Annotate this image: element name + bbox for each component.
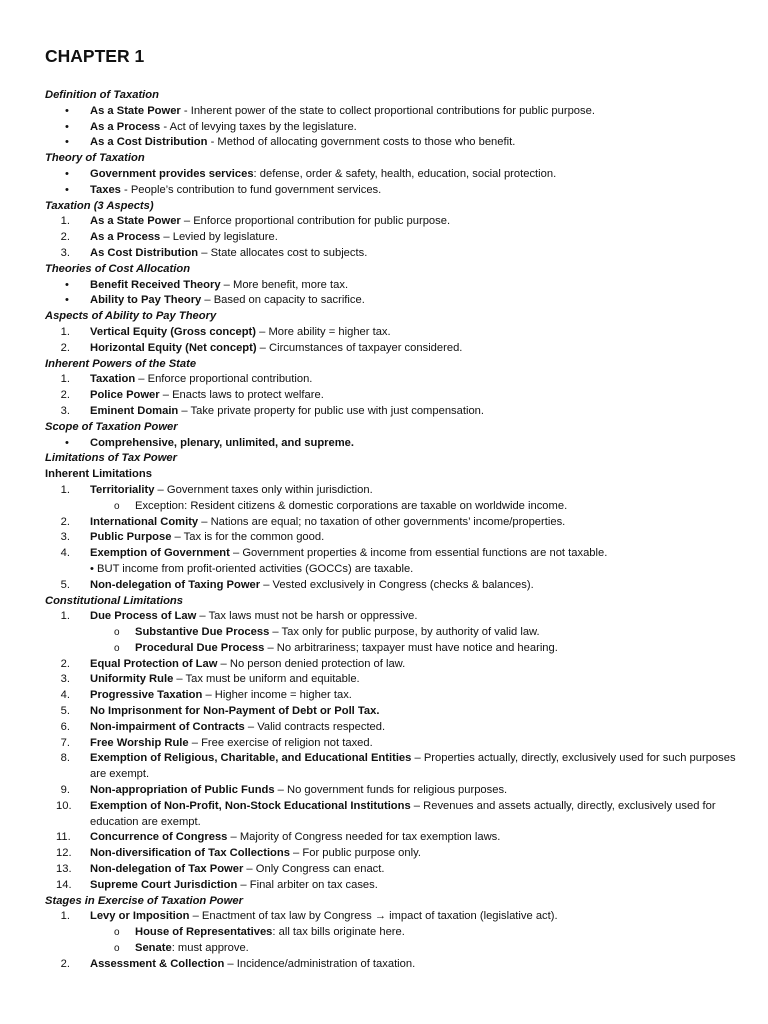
section-heading: Inherent Limitations	[45, 468, 152, 481]
item-description: – Vested exclusively in Congress (checks & balances).	[260, 578, 534, 591]
item-description: – Free exercise of religion not taxed.	[188, 736, 373, 749]
item-term: As a Process	[90, 231, 161, 244]
item-description: – Properties actually, directly, exclusively used for such purposes are exempt.	[90, 752, 736, 781]
item-term: No Imprisonment for Non-Payment of Debt or Poll Tax.	[90, 705, 380, 718]
item-description: – Higher income = higher tax.	[202, 689, 352, 702]
section-heading: Inherent Powers of the State	[45, 357, 197, 370]
bullet-item	[45, 135, 745, 151]
item-number: 5.	[60, 705, 70, 718]
section-heading: Theories of Cost Allocation	[45, 262, 191, 275]
item-term: Police Power	[90, 389, 160, 402]
item-description: – Revenues and assets actually, directly, exclusively used for education are exempt.	[90, 799, 716, 828]
item-term: Ability to Pay Theory	[90, 294, 202, 307]
item-description: – Majority of Congress needed for tax exemption laws.	[227, 831, 501, 844]
numbered-item	[45, 325, 745, 341]
item-description: – Tax laws must not be harsh or oppressive.	[196, 610, 418, 623]
item-term: Territoriality	[90, 483, 155, 496]
bullet-icon: •	[65, 294, 69, 307]
numbered-item	[45, 341, 745, 357]
item-description: : all tax bills originate here.	[272, 926, 405, 939]
bullet-item	[45, 293, 745, 309]
item-term: Non-diversification of Tax Collections	[90, 847, 290, 860]
bullet-item	[45, 278, 745, 294]
numbered-item	[45, 609, 745, 625]
item-term: Vertical Equity (Gross concept)	[90, 325, 256, 338]
item-description: – Government taxes only within jurisdiction.	[154, 483, 373, 496]
item-description: – Circumstances of taxpayer considered.	[256, 341, 463, 354]
numbered-item	[45, 515, 745, 531]
sub-bullet-marker: o	[114, 627, 120, 639]
item-term: Concurrence of Congress	[90, 831, 228, 844]
numbered-item	[45, 720, 745, 736]
item-term: Government provides services	[90, 167, 254, 180]
item-term: Supreme Court Jurisdiction	[90, 878, 238, 891]
item-description: – Levied by legislature.	[160, 231, 278, 244]
item-number: 1.	[60, 910, 70, 923]
item-number: 14.	[56, 878, 72, 891]
item-term: Non-appropriation of Public Funds	[90, 784, 275, 797]
numbered-item	[45, 909, 745, 925]
numbered-item	[45, 688, 745, 704]
item-description: – Tax only for public purpose, by authority of valid law.	[269, 626, 540, 639]
item-number: 2.	[60, 389, 70, 402]
item-description: – No person denied protection of law.	[217, 657, 406, 670]
item-description: – Government properties & income from essential functions are not taxable.	[229, 547, 608, 560]
item-number: 8.	[60, 752, 70, 765]
sub-bullet-marker: o	[114, 642, 120, 654]
bullet-item	[45, 120, 745, 136]
item-term: Non-delegation of Tax Power	[90, 863, 244, 876]
item-term: Levy or Imposition	[90, 910, 190, 923]
numbered-item	[45, 846, 745, 862]
item-description: – Enactment of tax law by Congress → impact of taxation (legislative act).	[189, 910, 558, 923]
item-number: 4.	[60, 689, 70, 702]
item-number: 12.	[56, 847, 72, 860]
item-description: – Only Congress can enact.	[243, 863, 385, 876]
item-number: 2.	[60, 231, 70, 244]
continuation-note: • BUT income from profit-oriented activities (GOCCs) are taxable.	[90, 562, 414, 575]
item-term: House of Representatives	[135, 926, 273, 939]
bullet-item	[45, 167, 745, 183]
sub-list-item	[45, 941, 745, 957]
bullet-icon: •	[65, 278, 69, 291]
item-description: – Incidence/administration of taxation.	[224, 957, 416, 970]
item-term: As a State Power	[90, 215, 181, 228]
item-number: 2.	[60, 515, 70, 528]
item-term: Eminent Domain	[90, 404, 179, 417]
numbered-item	[45, 657, 745, 673]
item-description: – Valid contracts respected.	[244, 720, 386, 733]
item-number: 3.	[60, 404, 70, 417]
item-number: 3.	[60, 673, 70, 686]
item-description: – Take private property for public use with just compensation.	[178, 404, 485, 417]
sub-bullet-marker: o	[114, 500, 120, 512]
numbered-item	[45, 862, 745, 878]
item-number: 1.	[60, 483, 70, 496]
bullet-icon: •	[65, 436, 69, 449]
item-term: Procedural Due Process	[135, 641, 265, 654]
item-number: 7.	[60, 736, 70, 749]
numbered-item	[45, 388, 745, 404]
section-heading: Aspects of Ability to Pay Theory	[45, 310, 217, 323]
item-term: Progressive Taxation	[90, 689, 203, 702]
item-number: 11.	[56, 831, 71, 844]
item-term: Comprehensive, plenary, unlimited, and supreme.	[90, 436, 355, 449]
numbered-item	[45, 578, 745, 594]
bullet-item	[45, 436, 745, 452]
numbered-item	[45, 246, 745, 262]
section-heading: Constitutional Limitations	[45, 594, 183, 607]
item-number: 1.	[60, 325, 70, 338]
item-term: Horizontal Equity (Net concept)	[90, 341, 257, 354]
item-description: - People’s contribution to fund government services.	[120, 183, 382, 196]
sub-list-item	[45, 625, 745, 641]
item-term: Uniformity Rule	[90, 673, 174, 686]
numbered-item	[45, 530, 745, 546]
item-term: Assessment & Collection	[90, 957, 225, 970]
item-term: Non-delegation of Taxing Power	[90, 578, 261, 591]
item-description: – Final arbiter on tax cases.	[237, 878, 378, 891]
numbered-item	[45, 404, 745, 420]
item-number: 3.	[60, 531, 70, 544]
item-description: – Nations are equal; no taxation of other governments’ income/properties.	[198, 515, 566, 528]
bullet-icon: •	[65, 167, 69, 180]
item-description: - Inherent power of the state to collect proportional contributions for public purpose.	[180, 104, 595, 117]
item-term: As a State Power	[90, 104, 181, 117]
item-number: 1.	[60, 373, 70, 386]
bullet-item	[45, 104, 745, 120]
section-heading: Scope of Taxation Power	[45, 420, 178, 433]
item-term: Substantive Due Process	[135, 626, 270, 639]
numbered-item	[45, 799, 745, 831]
item-number: 13.	[56, 863, 72, 876]
item-description: – Tax must be uniform and equitable.	[173, 673, 360, 686]
item-term: Non-impairment of Contracts	[90, 720, 245, 733]
item-term: Senate	[135, 942, 172, 955]
numbered-item	[45, 783, 745, 799]
item-description: – For public purpose only.	[289, 847, 421, 860]
item-number: 5.	[60, 578, 70, 591]
bullet-icon: •	[65, 120, 69, 133]
chapter-title: CHAPTER 1	[45, 46, 145, 66]
bullet-icon: •	[65, 104, 69, 117]
section-heading: Limitations of Tax Power	[45, 452, 177, 465]
item-term: Equal Protection of Law	[90, 657, 218, 670]
sub-list-item	[45, 925, 745, 941]
item-term: Due Process of Law	[90, 610, 197, 623]
item-number: 4.	[60, 547, 70, 560]
item-description: : must approve.	[171, 942, 249, 955]
item-number: 6.	[60, 720, 70, 733]
sub-list-item	[45, 499, 745, 515]
item-number: 2.	[60, 341, 70, 354]
sub-bullet-marker: o	[114, 927, 120, 939]
item-description: – More benefit, more tax.	[220, 278, 349, 291]
item-description: Exception: Resident citizens & domestic corporations are taxable on worldwide income.	[135, 499, 568, 512]
bullet-icon: •	[65, 183, 69, 196]
item-term: International Comity	[90, 515, 199, 528]
numbered-item	[45, 736, 745, 752]
item-number: 1.	[60, 610, 70, 623]
item-description: – More ability = higher tax.	[256, 325, 391, 338]
item-term: Exemption of Government	[90, 547, 230, 560]
numbered-item	[45, 230, 745, 246]
numbered-item	[45, 957, 745, 973]
item-description: – Enacts laws to protect welfare.	[159, 389, 324, 402]
item-term: Public Purpose	[90, 531, 172, 544]
item-term: As a Process	[90, 120, 161, 133]
item-term: As Cost Distribution	[90, 246, 199, 259]
section-heading: Theory of Taxation	[45, 152, 145, 165]
item-number: 1.	[60, 215, 70, 228]
item-number: 2.	[60, 957, 70, 970]
item-description: – Tax is for the common good.	[171, 531, 325, 544]
numbered-item	[45, 214, 745, 230]
numbered-item	[45, 878, 745, 894]
item-description: : defense, order & safety, health, education, social protection.	[253, 167, 557, 180]
sub-bullet-marker: o	[114, 943, 120, 955]
bullet-item	[45, 183, 745, 199]
numbered-item	[45, 372, 745, 388]
section-heading: Definition of Taxation	[45, 89, 159, 101]
numbered-item	[45, 830, 745, 846]
item-term: Taxes	[90, 183, 121, 196]
item-number: 3.	[60, 246, 70, 259]
item-term: Taxation	[90, 373, 136, 386]
item-description: – Enforce proportional contribution.	[135, 373, 313, 386]
item-description: – No arbitrariness; taxpayer must have notice and hearing.	[264, 641, 558, 654]
item-term: As a Cost Distribution	[90, 136, 208, 149]
numbered-item	[45, 672, 745, 688]
numbered-item	[45, 704, 745, 720]
item-description: - Act of levying taxes by the legislature.	[160, 120, 357, 133]
numbered-item	[45, 546, 745, 562]
item-term: Benefit Received Theory	[90, 278, 221, 291]
numbered-item	[45, 751, 745, 783]
bullet-icon: •	[65, 136, 69, 149]
section-heading: Taxation (3 Aspects)	[45, 199, 154, 212]
document-page	[45, 46, 745, 973]
section-heading: Stages in Exercise of Taxation Power	[45, 894, 243, 907]
sub-list-item	[45, 641, 745, 657]
item-term: Exemption of Religious, Charitable, and Educational Entities	[90, 752, 412, 765]
numbered-item	[45, 483, 745, 499]
item-description: - Method of allocating government costs to those who benefit.	[207, 136, 516, 149]
item-term: Free Worship Rule	[90, 736, 189, 749]
item-description: – State allocates cost to subjects.	[198, 246, 368, 259]
item-description: – Based on capacity to sacrifice.	[201, 294, 365, 307]
item-description: – Enforce proportional contribution for public purpose.	[180, 215, 451, 228]
item-term: Exemption of Non-Profit, Non-Stock Educational Institutions	[90, 799, 411, 812]
item-number: 2.	[60, 657, 70, 670]
item-number: 9.	[60, 784, 70, 797]
item-description: – No government funds for religious purposes.	[274, 784, 508, 797]
item-number: 10.	[56, 799, 72, 812]
outline	[45, 88, 745, 973]
